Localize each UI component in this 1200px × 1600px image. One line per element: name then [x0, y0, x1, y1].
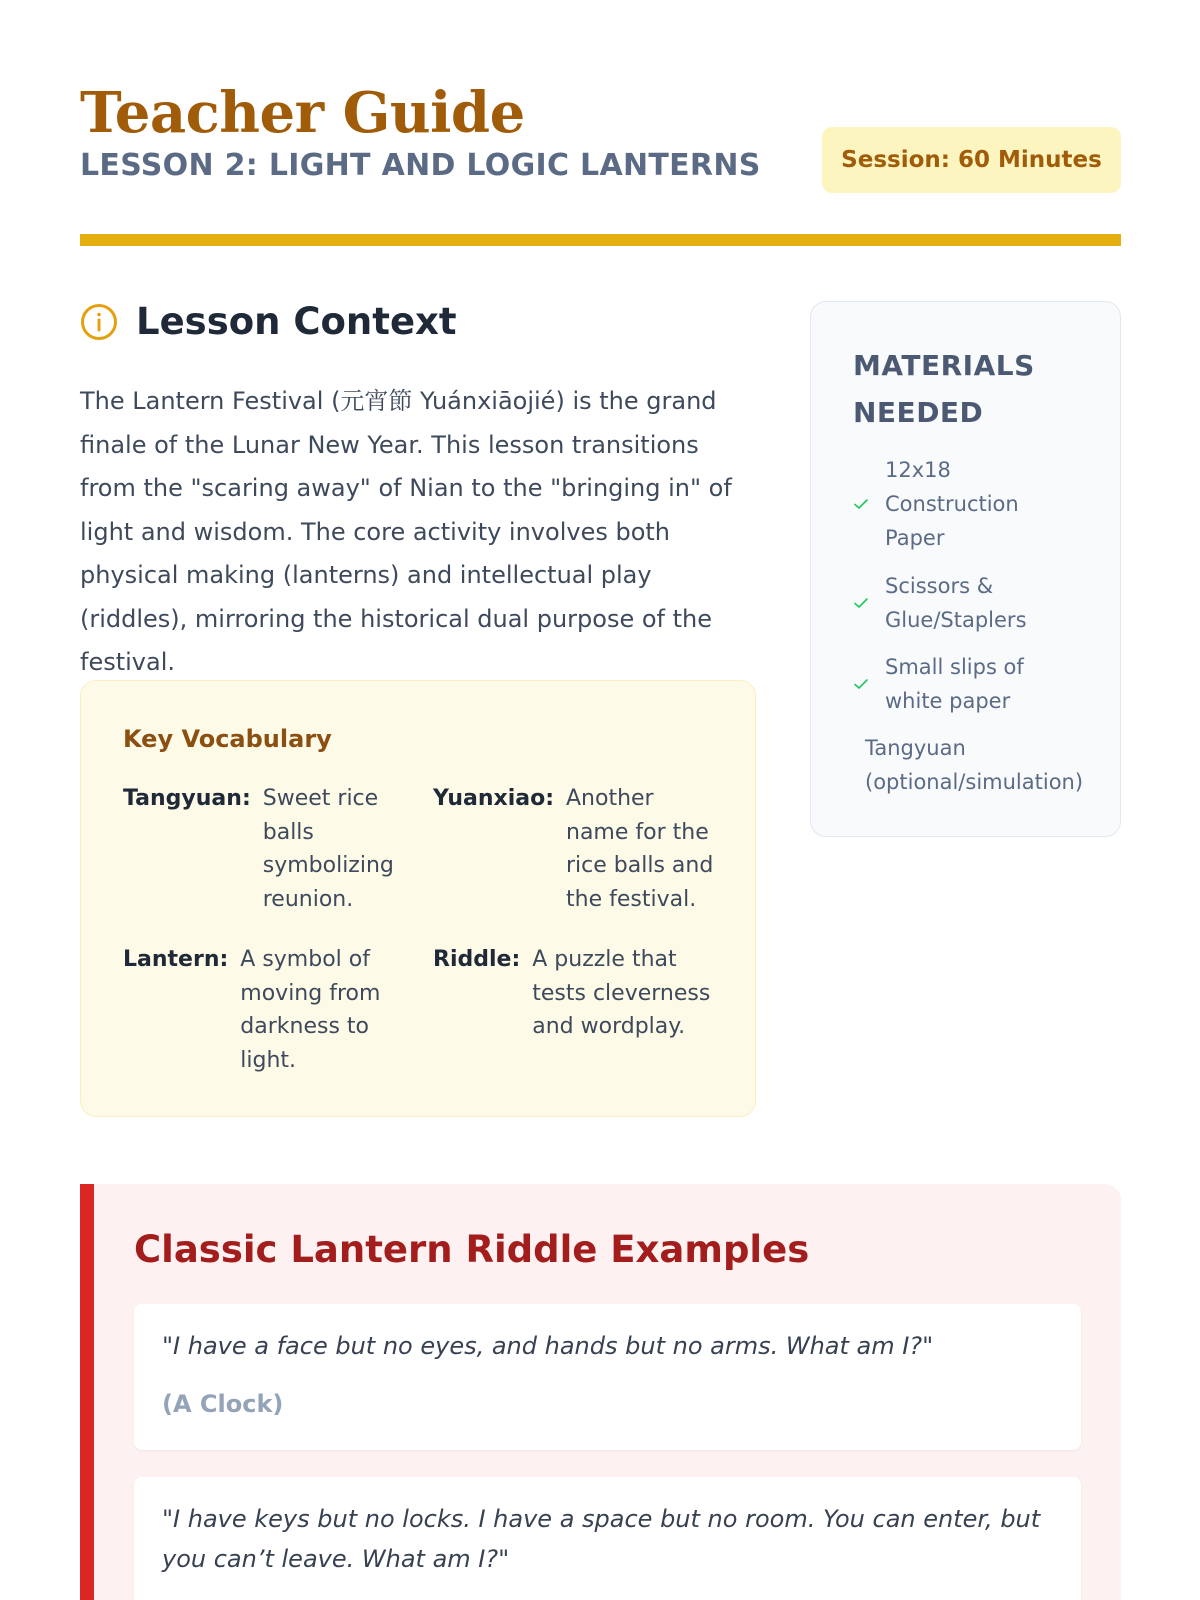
vocab-term: Yuanxiao: — [433, 786, 554, 811]
vocab-entry-yuanxiao — [433, 782, 721, 916]
material-item — [865, 731, 1105, 799]
riddle-examples-section — [80, 1184, 1121, 1600]
vocab-term: Lantern: — [123, 947, 229, 972]
page-title: Teacher Guide — [80, 80, 525, 146]
riddle-question: "I have keys but no locks. I have a space but no room. You can enter, but you can’t leave. What am I?" — [162, 1505, 1041, 1573]
key-vocabulary-box — [80, 680, 756, 1117]
materials-title: MATERIALS NEEDED — [853, 349, 1035, 429]
lesson-context-heading — [80, 300, 457, 343]
riddle-section-title: Classic Lantern Riddle Examples — [134, 1228, 810, 1271]
lesson-context-body: The Lantern Festival (元宵節 Yuánxiāojié) is the grand finale of the Lunar New Year. This lesson transitions from the "scaring away" of Nian to the "bringing in" of light and wisdom. The core activity involves both physical making (lanterns) and intellectual play (riddles), mirroring the historical dual purpose of the festival. — [80, 387, 732, 676]
material-item — [853, 569, 1093, 637]
riddle-card — [134, 1304, 1081, 1450]
vocab-definition: A symbol of moving from darkness to light. — [240, 947, 381, 1073]
session-badge: Session: 60 Minutes — [822, 127, 1121, 193]
vocab-entry-riddle — [433, 943, 712, 1044]
vocab-term: Riddle: — [433, 947, 521, 972]
vocab-definition: A puzzle that tests cleverness and wordplay. — [532, 947, 711, 1039]
materials-card — [810, 301, 1121, 837]
material-label: Scissors & Glue/Staplers — [885, 574, 1027, 632]
vocab-term: Tangyuan: — [123, 786, 251, 811]
material-label: 12x18 Construction Paper — [885, 458, 1019, 550]
material-label: Small slips of white paper — [885, 655, 1024, 713]
material-label: Tangyuan (optional/simulation) — [865, 736, 1084, 794]
vocab-entry-tangyuan — [123, 782, 393, 916]
check-icon — [853, 595, 869, 611]
material-item — [853, 650, 1093, 718]
vocab-definition: Another name for the rice balls and the festival. — [566, 786, 714, 912]
material-item — [853, 453, 1093, 555]
riddle-answer: (A Clock) — [162, 1390, 284, 1418]
vocab-definition: Sweet rice balls symbolizing reunion. — [262, 786, 394, 912]
vocab-entry-lantern — [123, 943, 385, 1077]
check-icon — [853, 496, 869, 512]
riddle-card — [134, 1477, 1081, 1600]
lesson-subtitle: LESSON 2: LIGHT AND LOGIC LANTERNS — [80, 148, 761, 183]
vocabulary-heading: Key Vocabulary — [123, 725, 332, 753]
header-divider — [80, 234, 1121, 246]
info-icon — [80, 303, 118, 341]
riddle-question: "I have a face but no eyes, and hands but no arms. What am I?" — [162, 1332, 934, 1360]
check-icon — [853, 676, 869, 692]
lesson-context-title: Lesson Context — [136, 300, 457, 343]
